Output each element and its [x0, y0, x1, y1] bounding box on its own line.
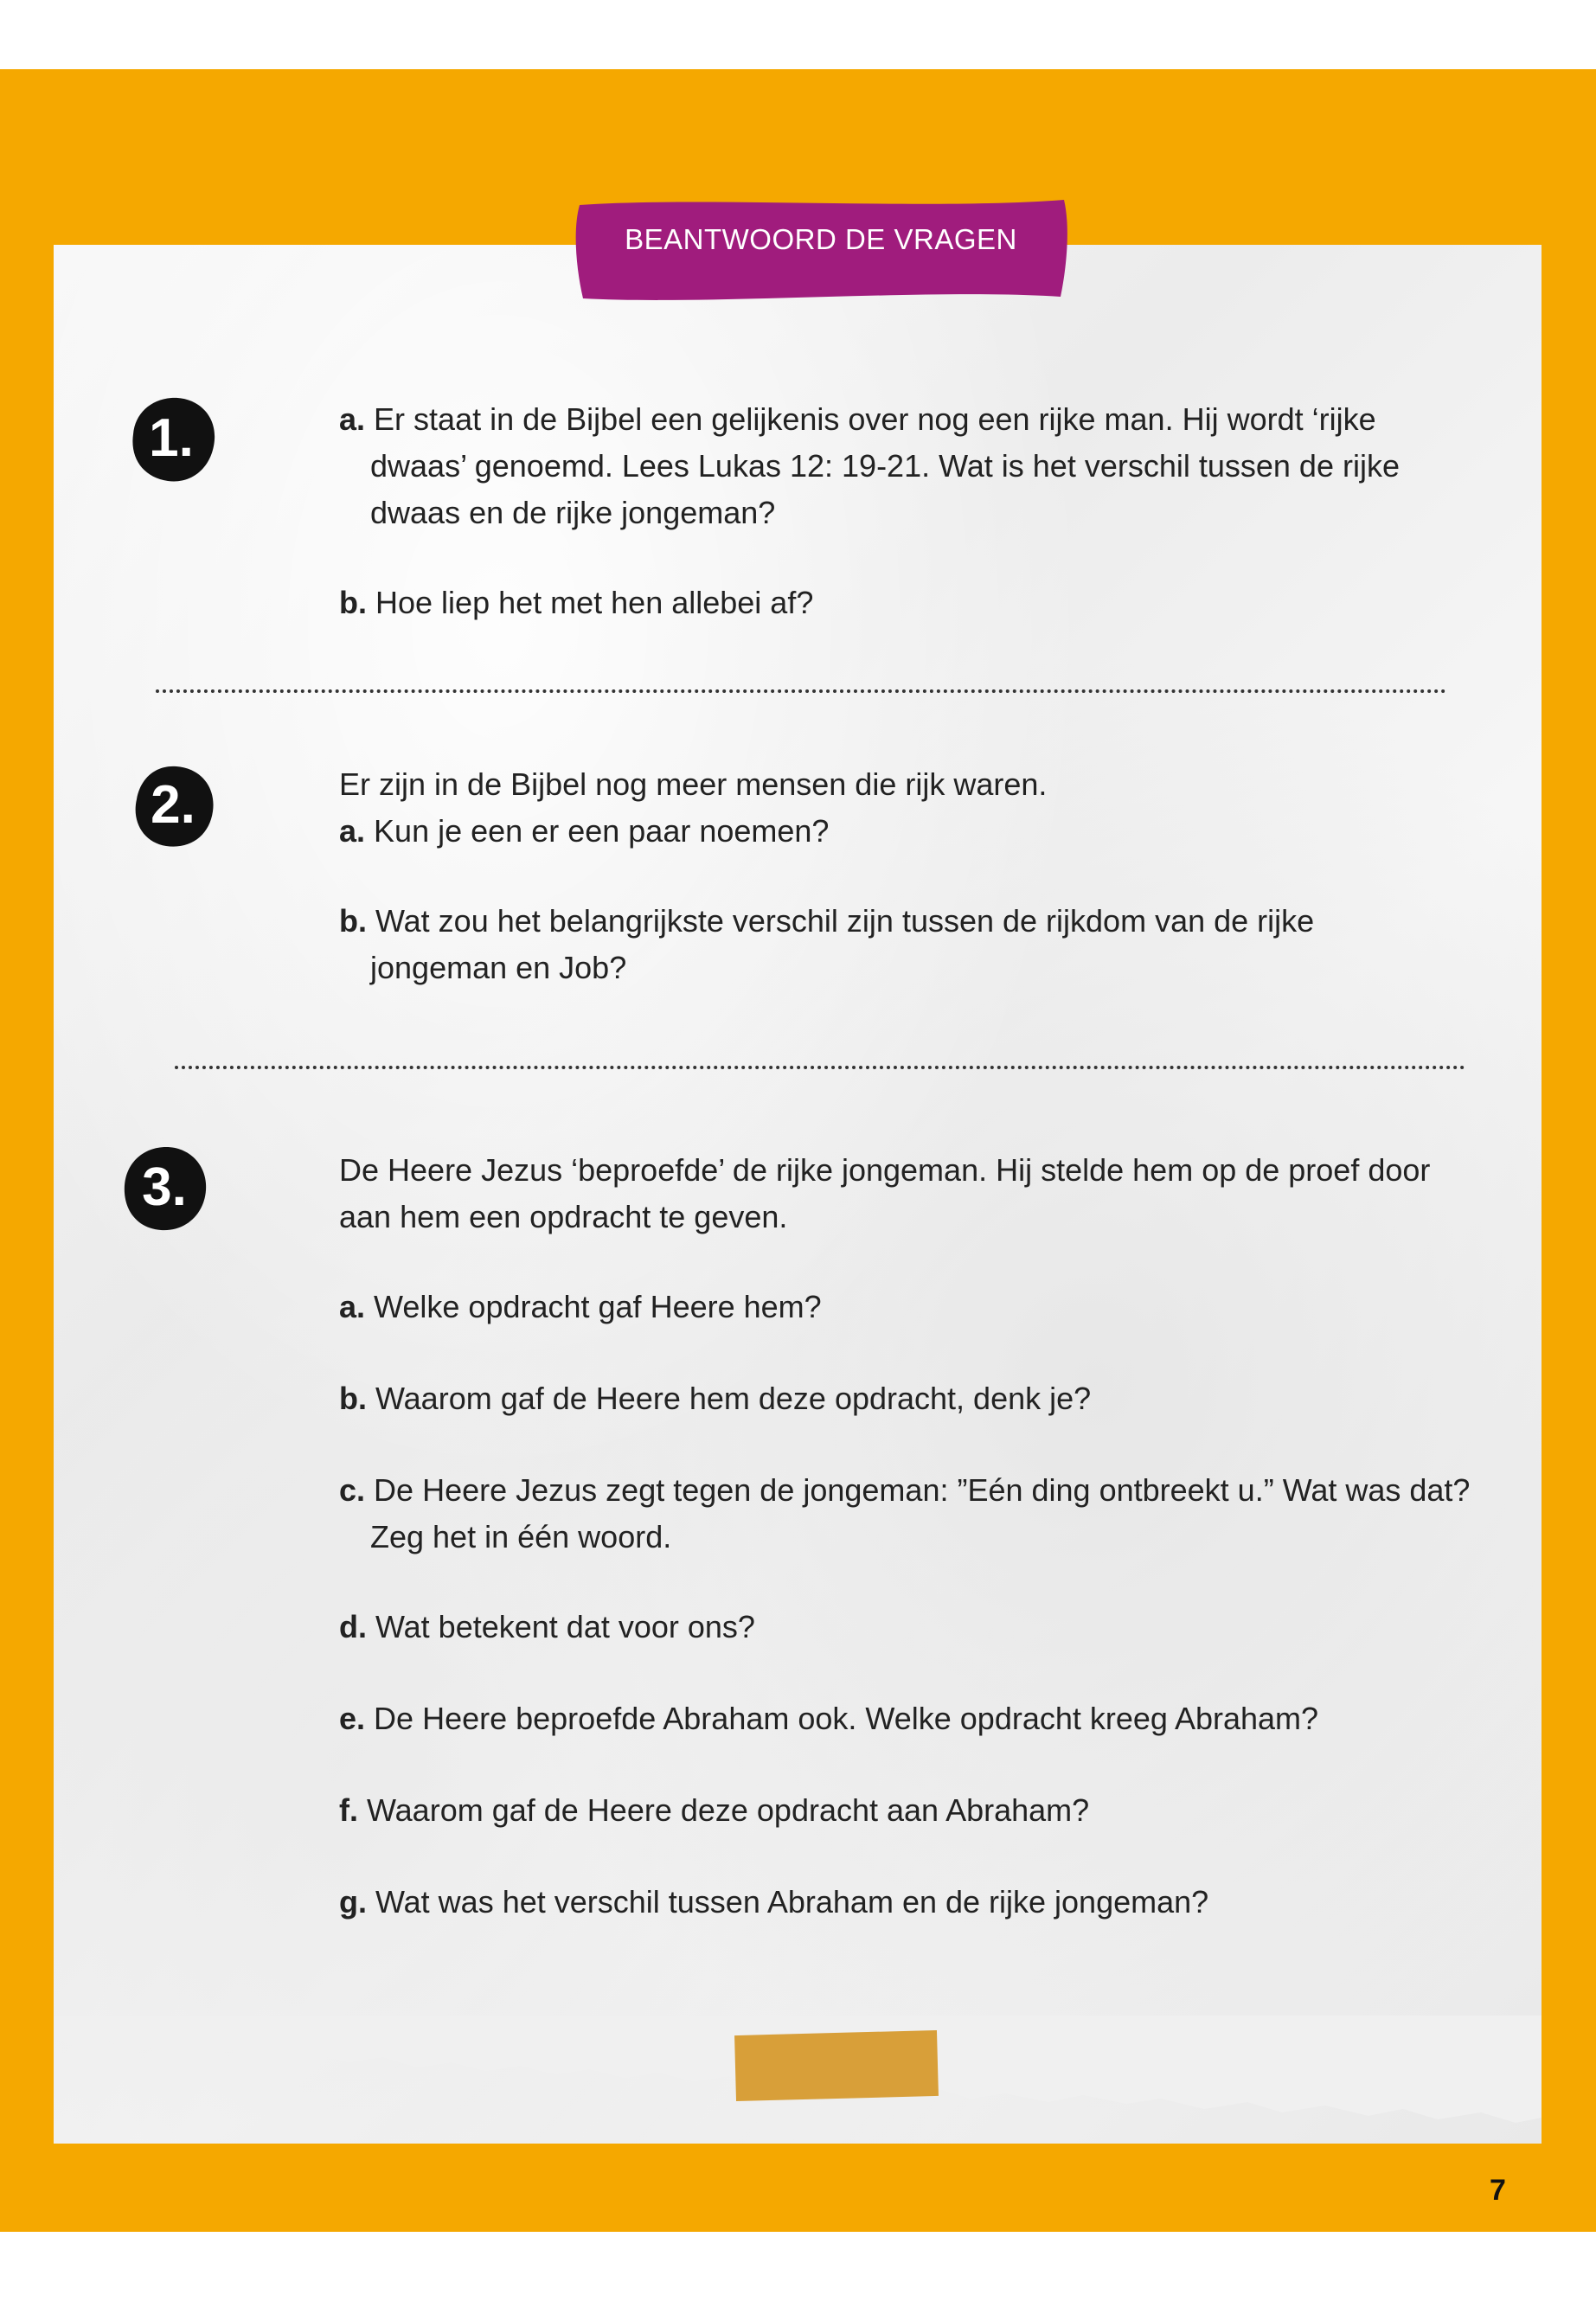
item-label: b.: [339, 585, 367, 620]
paper-sheet: [54, 245, 1542, 2144]
item-text: dwaas en de rijke jongeman?: [370, 495, 776, 530]
item-label: a.: [339, 1289, 366, 1324]
item-text: Wat was het verschil tussen Abraham en de rijke jongeman?: [375, 1884, 1209, 1920]
item-label: d.: [339, 1609, 367, 1644]
item-text: Er staat in de Bijbel een gelijkenis over nog een rijke man. Hij wordt ‘rijke: [374, 401, 1376, 437]
item-text: jongeman en Job?: [370, 950, 627, 985]
item-text: Waarom gaf de Heere hem deze opdracht, denk je?: [375, 1381, 1092, 1416]
item-label: e.: [339, 1701, 366, 1736]
item-text: Welke opdracht gaf Heere hem?: [374, 1289, 822, 1324]
question-1-number: 1.: [149, 407, 194, 468]
item-label: g.: [339, 1884, 367, 1920]
tape-strip: [734, 2030, 939, 2101]
question-2-badge: [130, 761, 223, 855]
banner-title: BEANTWOORD DE VRAGEN: [625, 223, 1017, 255]
item-label: b.: [339, 1381, 367, 1416]
question-3-badge: [121, 1144, 215, 1237]
item-label: f.: [339, 1792, 358, 1828]
item-label: a.: [339, 401, 366, 437]
question-intro: aan hem een opdracht te geven.: [339, 1199, 788, 1234]
dotted-divider: [175, 1066, 1465, 1069]
item-text: De Heere Jezus zegt tegen de jongeman: ”Eén ding ontbreekt u.” Wat was dat?: [374, 1472, 1471, 1508]
question-intro: Er zijn in de Bijbel nog meer mensen die rijk waren.: [339, 766, 1048, 802]
item-text: Wat zou het belangrijkste verschil zijn tussen de rijkdom van de rijke: [375, 903, 1315, 939]
question-intro: De Heere Jezus ‘beproefde’ de rijke jongeman. Hij stelde hem op de proef door: [339, 1152, 1431, 1188]
item-text: Wat betekent dat voor ons?: [375, 1609, 755, 1644]
question-1-badge: [128, 394, 221, 488]
item-text: Hoe liep het met hen allebei af?: [375, 585, 814, 620]
item-text: dwaas’ genoemd. Lees Lukas 12: 19-21. Wat is het verschil tussen de rijke: [370, 448, 1400, 484]
item-text: Waarom gaf de Heere deze opdracht aan Abraham?: [367, 1792, 1090, 1828]
item-text: Kun je een er een paar noemen?: [374, 813, 830, 849]
item-label: c.: [339, 1472, 366, 1508]
question-3-number: 3.: [142, 1157, 187, 1217]
question-2-number: 2.: [151, 774, 195, 835]
dotted-divider: [156, 689, 1446, 693]
page-number: 7: [1490, 2174, 1506, 2207]
item-label: a.: [339, 813, 366, 849]
item-label: b.: [339, 903, 367, 939]
item-text: Zeg het in één woord.: [370, 1519, 672, 1554]
item-text: De Heere beproefde Abraham ook. Welke opdracht kreeg Abraham?: [374, 1701, 1319, 1736]
